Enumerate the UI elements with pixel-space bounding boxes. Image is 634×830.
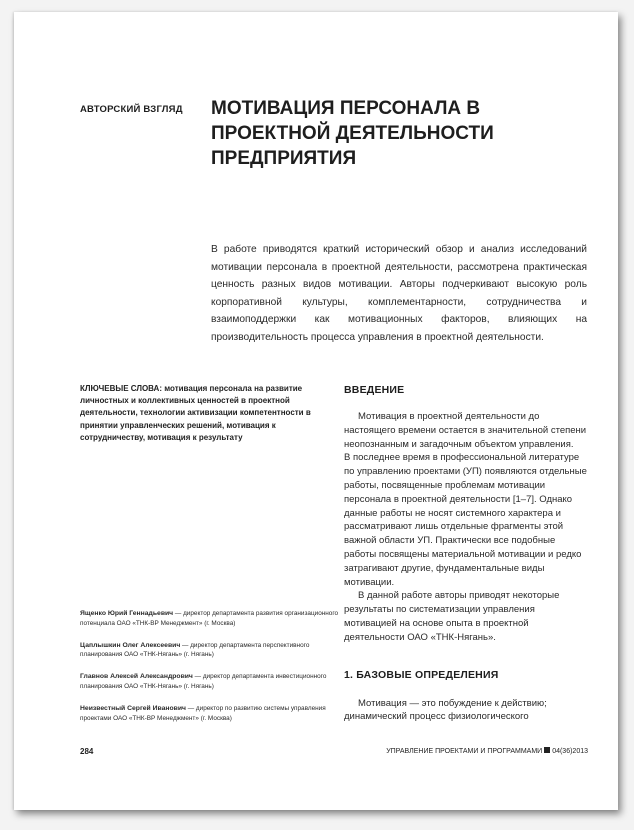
author-name: Главнов Алексей Александрович [80,673,193,681]
intro-paragraph: Мотивация в проектной деятельности до настоящего времени остается в значительной степени неопознанным и загадочным объектом управления. [344,411,587,450]
author-entry [80,704,342,724]
author-entry [80,609,342,629]
author-list [80,609,342,735]
main-column [344,384,590,724]
definitions-heading: 1. БАЗОВЫЕ ОПРЕДЕЛЕНИЯ [344,668,499,681]
intro-heading: ВВЕДЕНИЕ [344,384,405,396]
journal-name: УПРАВЛЕНИЕ ПРОЕКТАМИ И ПРОГРАММАМИ [386,748,543,755]
intro-section [344,410,590,645]
author-role: — директор по развитию системы управления проектами ОАО «ТНК-ВР Менеджмент» (г. Москва) [80,704,326,722]
intro-paragraph: В данной работе авторы приводят некоторые результаты по систематизации управления мотивацией на основе опыта в проектной деятельности ОАО «ТНК-Нягань». [344,590,560,643]
page-number: 284 [80,747,94,756]
author-name: Ященко Юрий Геннадьевич [80,610,174,617]
intro-paragraph: В последнее время в профессиональной литературе по управлению проектами (УП) появляются отдельные работы, посвященные проблемам мотивации персонала в проектной деятельности [1–7]. Однако данные работы не носят системного характера и рассматривают лишь отдельные фрагменты этой важной области УП. Практически все подобные работы посвящены материальной мотивации и редко затрагивают другие, фундаментальные виды мотивации. [344,452,587,588]
keywords: КЛЮЧЕВЫЕ СЛОВА: мотивация персонала на развитие личностных и коллективных ценностей в проектной деятельности, технологии активизации компетентности в принятии управленческих решений, мотивация к сотрудничеству, мотивация к результату [80,384,311,442]
journal-footer [386,747,588,755]
journal-page [14,12,618,810]
author-name: Цаплышкин Олег Алексеевич [80,641,181,649]
abstract: В работе приводятся краткий исторический обзор и анализ исследований мотивации персонала в проектной деятельности, рассмотрена практическая ценность разных видов мотивации. Авторы подчеркивают высокую роль корпоративной культуры, комплементарности, сотрудничества и взаимоподдержки как мотивационных факторов, влияющих на производительность процесса управления в проектной деятельности. [211,244,587,343]
author-role: — директор департамента развития организационного потенциала ОАО «ТНК-ВР Менеджмент» (г. Москва) [80,610,339,627]
article-title: МОТИВАЦИЯ ПЕРСОНАЛА В ПРОЕКТНОЙ ДЕЯТЕЛЬНОСТИ ПРЕДПРИЯТИЯ [211,98,494,169]
definitions-section [344,697,590,725]
author-name: Неизвестный Сергей Иванович [80,704,186,712]
author-role: — директор департамента инвестиционного планирования ОАО «ТНК-Нягань» (г. Нягань) [80,673,327,690]
author-role: — директор департамента перспективного планирования ОАО «ТНК-Нягань» (г. Нягань) [80,641,310,659]
author-entry [80,672,342,692]
journal-issue: 04(36)2013 [552,748,588,755]
definitions-paragraph: Мотивация — это побуждение к действию; динамический процесс физиологического [344,697,547,723]
separator-square-icon [544,747,550,753]
author-entry [80,641,342,661]
section-tag: АВТОРСКИЙ ВЗГЛЯД [80,104,183,115]
